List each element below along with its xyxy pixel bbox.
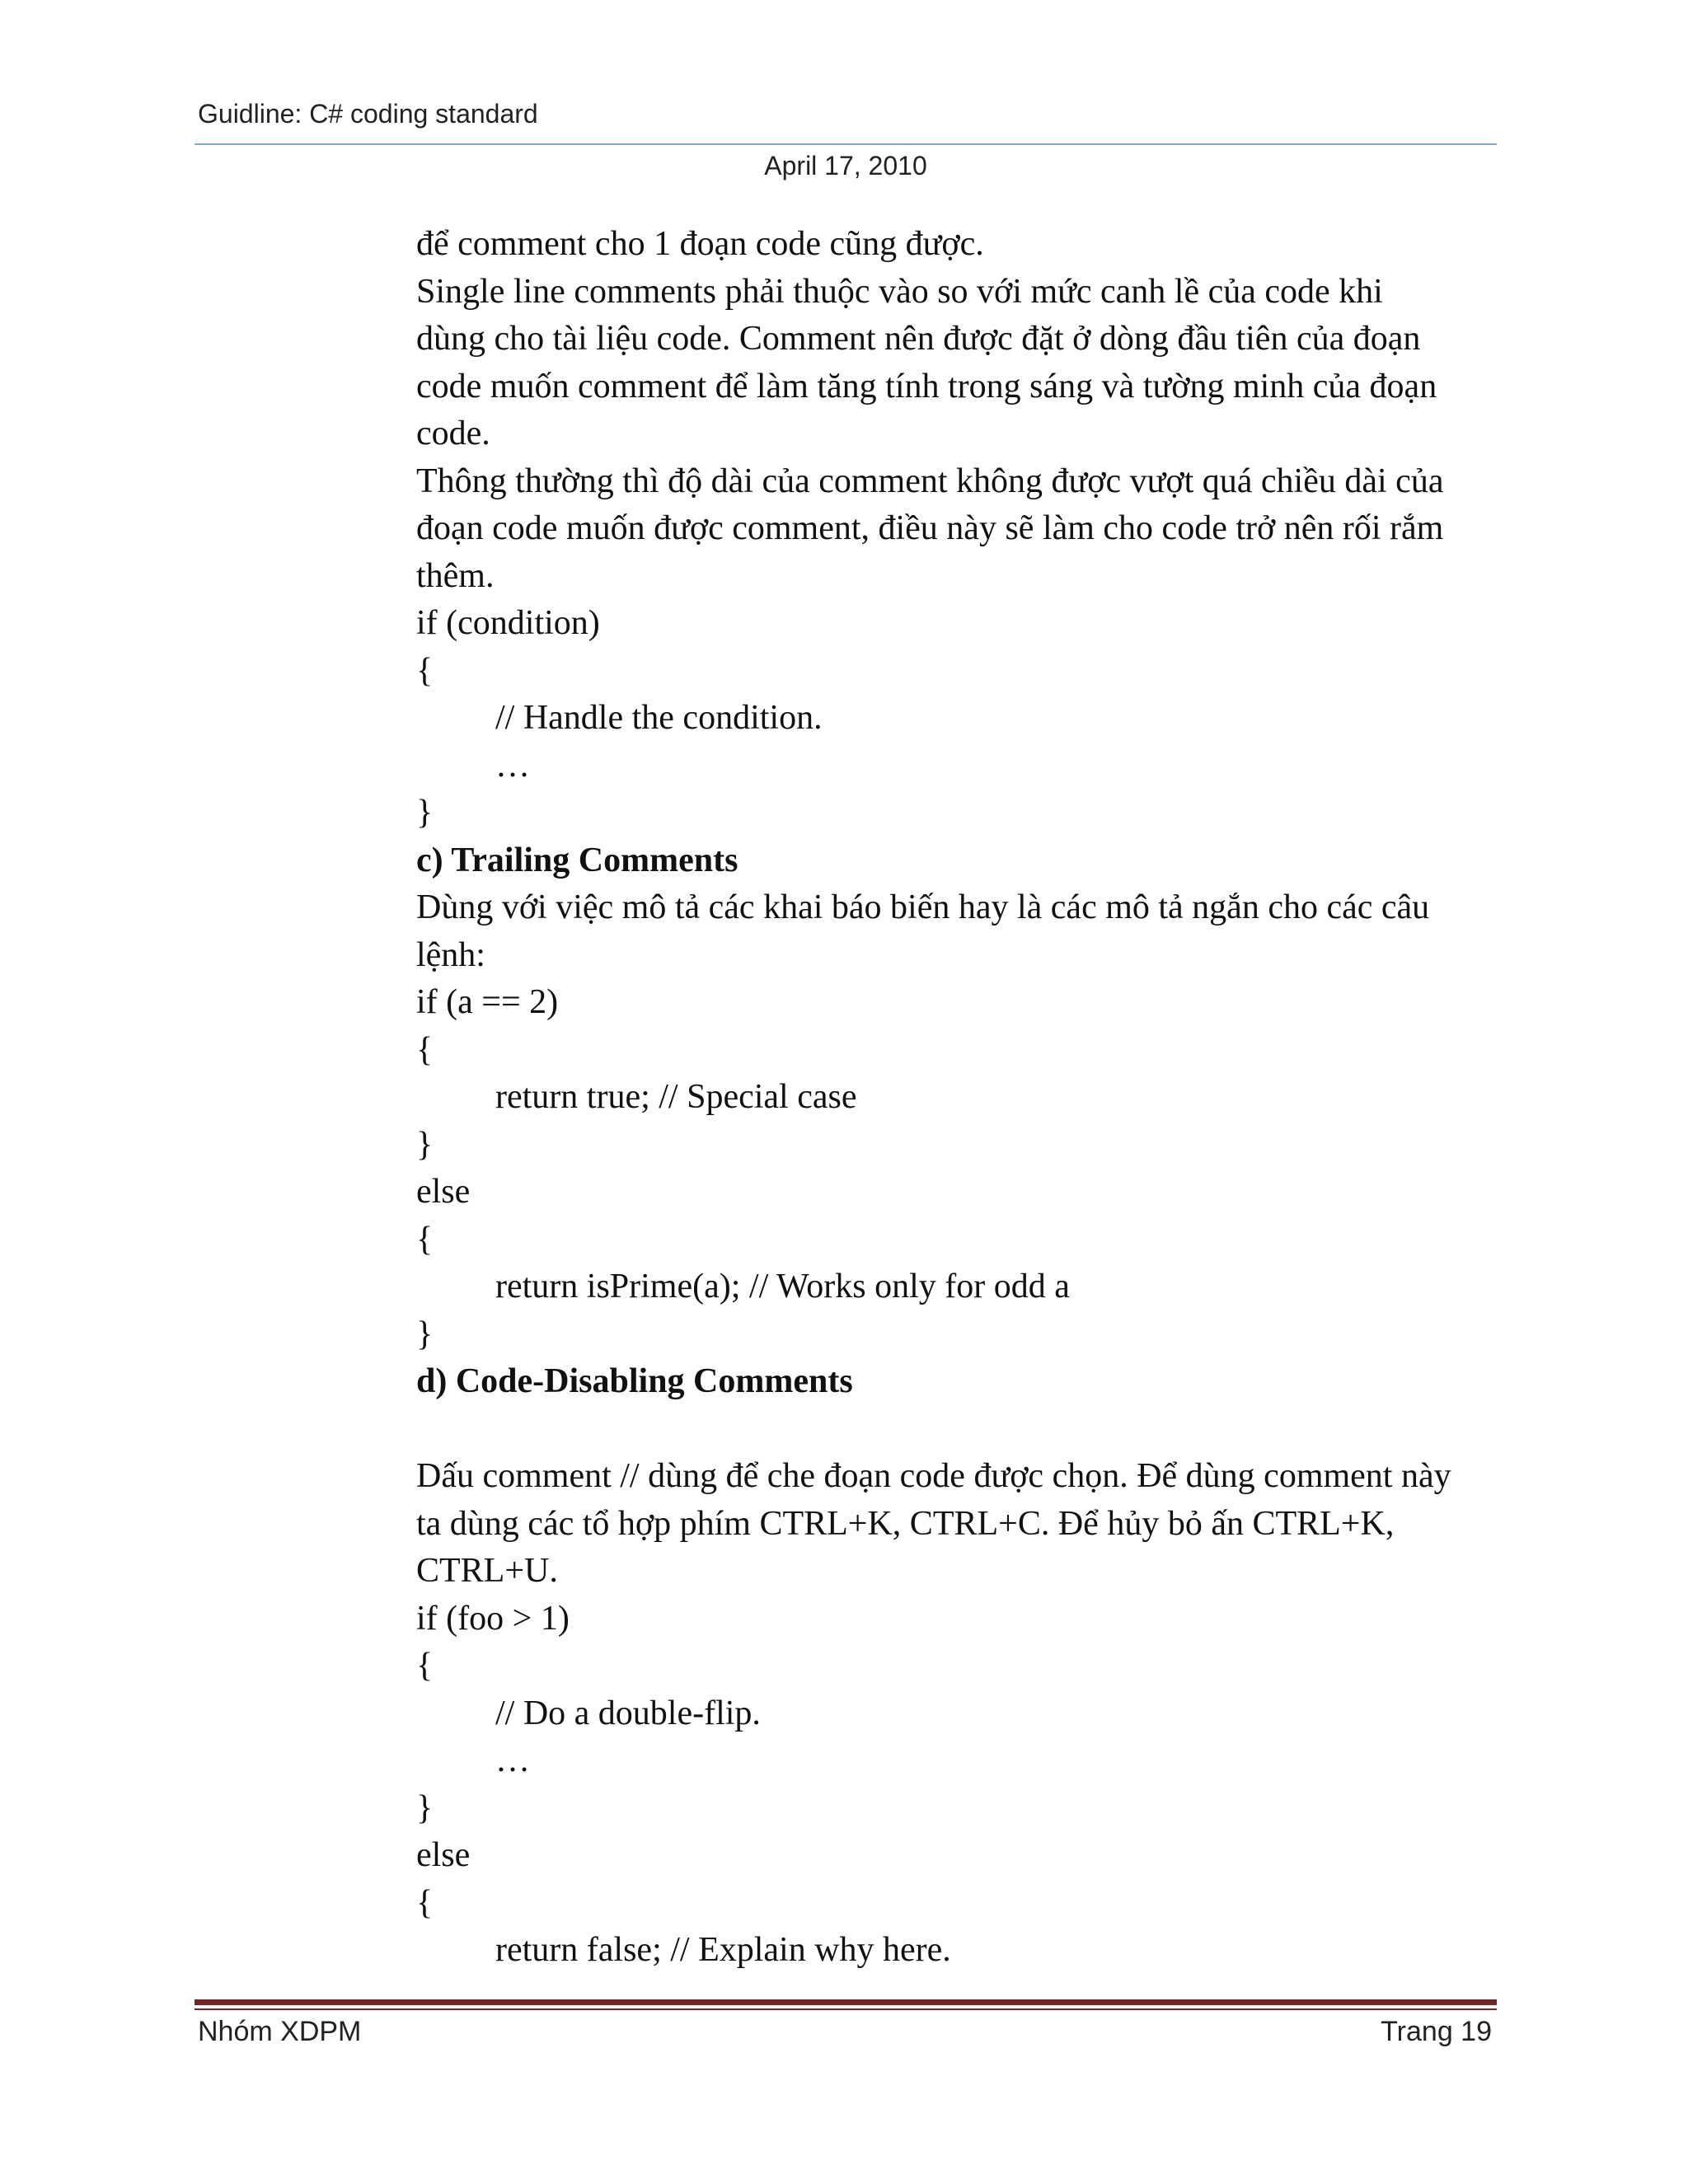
- code-line: {: [416, 1883, 434, 1922]
- paragraph-line: đoạn code muốn được comment, điều này sẽ làm cho code trở nên rối rắm: [416, 509, 1444, 547]
- code-line: }: [416, 1788, 434, 1827]
- section-heading: c) Trailing Comments: [416, 841, 738, 879]
- footer-divider-thin: [195, 2008, 1497, 2010]
- code-line: }: [416, 794, 434, 832]
- paragraph-line: code.: [416, 415, 490, 452]
- spacer: [416, 1406, 1504, 1454]
- paragraph-line: Thông thường thì độ dài của comment không được vượt quá chiều dài của: [416, 462, 1444, 500]
- paragraph-line: Dùng với việc mô tả các khai báo biến hay là các mô tả ngắn cho các câu: [416, 888, 1430, 926]
- paragraph-line: để comment cho 1 đoạn code cũng được.: [416, 225, 984, 263]
- code-line: if (a == 2): [416, 983, 559, 1021]
- header-date: April 17, 2010: [764, 151, 927, 180]
- footer-page-number: Trang 19: [1381, 2016, 1492, 2047]
- section-heading: d) Code-Disabling Comments: [416, 1362, 853, 1400]
- footer-group-name: Nhóm XDPM: [198, 2016, 362, 2047]
- paragraph-line: code muốn comment để làm tăng tính trong sáng và tường minh của đoạn: [416, 367, 1437, 405]
- code-line: // Do a double-flip.: [495, 1694, 761, 1732]
- code-line: {: [416, 1030, 434, 1069]
- code-line: …: [495, 746, 530, 785]
- paragraph-line: Dấu comment // dùng để che đoạn code được chọn. Để dùng comment này: [416, 1457, 1451, 1495]
- header-divider: [195, 143, 1497, 145]
- code-line: else: [416, 1173, 471, 1211]
- code-line: return true; // Special case: [495, 1078, 857, 1116]
- paragraph-line: thêm.: [416, 556, 495, 595]
- header-title: Guidline: C# coding standard: [198, 99, 538, 129]
- code-line: return isPrime(a); // Works only for odd a: [495, 1268, 1070, 1305]
- code-line: {: [416, 1220, 434, 1258]
- code-line: {: [416, 1647, 434, 1685]
- code-line: …: [495, 1741, 530, 1779]
- page-body: [416, 221, 1504, 1975]
- code-line: if (foo > 1): [416, 1599, 570, 1638]
- paragraph-line: lệnh:: [416, 935, 485, 974]
- footer-divider-thick: [195, 1999, 1497, 2005]
- code-line: {: [416, 651, 434, 690]
- paragraph-line: Single line comments phải thuộc vào so với mức canh lề của code khi: [416, 272, 1383, 311]
- code-line: else: [416, 1836, 471, 1874]
- paragraph-line: ta dùng các tổ hợp phím CTRL+K, CTRL+C. Để hủy bỏ ấn CTRL+K,: [416, 1504, 1395, 1543]
- paragraph-line: dùng cho tài liệu code. Comment nên được đặt ở dòng đầu tiên của đoạn: [416, 320, 1421, 358]
- code-line: }: [416, 1125, 434, 1164]
- code-line: return false; // Explain why here.: [495, 1931, 951, 1969]
- code-line: // Handle the condition.: [495, 699, 823, 737]
- paragraph-line: CTRL+U.: [416, 1552, 558, 1590]
- code-line: if (condition): [416, 604, 600, 642]
- code-line: }: [416, 1315, 434, 1353]
